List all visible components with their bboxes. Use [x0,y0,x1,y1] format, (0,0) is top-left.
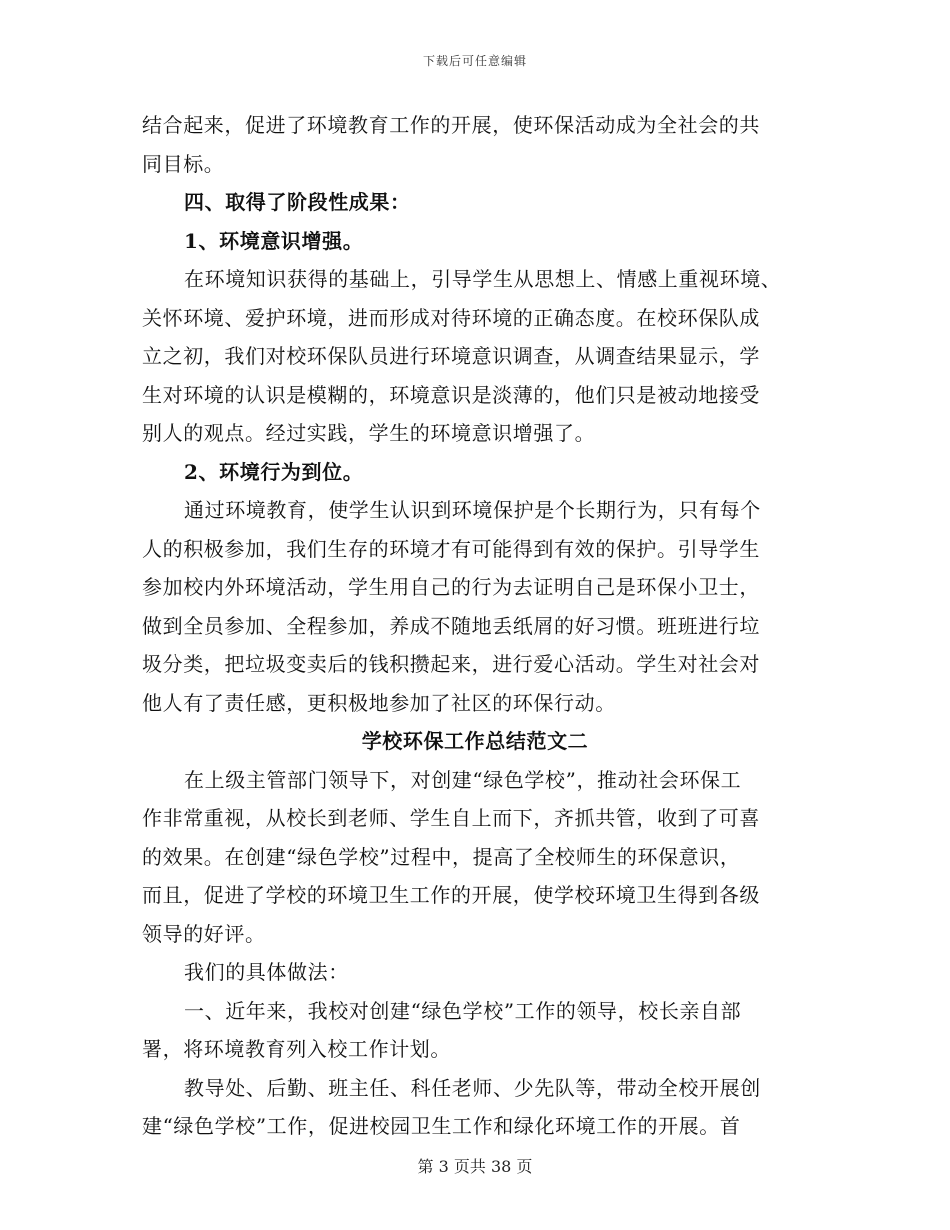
body-line: 教导处、后勤、班主任、科任老师、少先队等，带动全校开展创 [184,1075,761,1100]
body-line: 同目标。 [142,151,225,176]
body-line: 在上级主管部门领导下，对创建“绿色学校”，推动社会环保工 [184,767,742,792]
body-line: 一、近年来，我校对创建“绿色学校”工作的领导，校长亲自部 [184,998,742,1023]
body-line: 领导的好评。 [142,921,266,946]
subsection-heading: 1、环境意识增强。 [184,228,364,253]
body-line: 我们的具体做法： [184,960,349,984]
subsection-heading: 2、环境行为到位。 [184,459,364,484]
body-line: 关怀环境、爱护环境，进而形成对待环境的正确态度。在校环保队成 [142,305,760,330]
body-line: 建“绿色学校”工作，促进校园卫生工作和绿化环境工作的开展。首 [142,1114,741,1138]
body-line: 别人的观点。经过实践，学生的环境意识增强了。 [142,421,596,445]
body-line: 作非常重视，从校长到老师、学生自上而下，齐抓共管，收到了可喜 [142,806,760,830]
body-line: 人的积极参加，我们生存的环境才有可能得到有效的保护。引导学生 [142,536,760,561]
page-footer: 第 3 页共 38 页 [417,1157,533,1176]
body-line: 生对环境的认识是模糊的，环境意识是淡薄的，他们只是被动地接受 [142,382,760,407]
document-body [142,106,808,1146]
body-line: 通过环境教育，使学生认识到环境保护是个长期行为，只有每个 [184,498,761,522]
body-line: 立之初，我们对校环保队员进行环境意识调查，从调查结果显示，学 [142,344,760,368]
body-line: 圾分类，把垃圾变卖后的钱积攒起来，进行爱心活动。学生对社会对 [142,652,760,676]
body-line: 而且，促进了学校的环境卫生工作的开展，使学校环境卫生得到各级 [142,883,760,907]
article-title: 学校环保工作总结范文二 [361,729,589,753]
body-line: 参加校内外环境活动，学生用自己的行为去证明自己是环保小卫士， [142,575,760,599]
section-heading: 四、取得了阶段性成果： [184,190,411,214]
body-line: 署，将环境教育列入校工作计划。 [142,1037,451,1061]
body-line: 他人有了责任感，更积极地参加了社区的环保行动。 [142,690,616,715]
body-line: 的效果。在创建“绿色学校”过程中，提高了全校师生的环保意识， [142,844,741,869]
body-line: 结合起来，促进了环境教育工作的开展，使环保活动成为全社会的共 [142,113,760,137]
page-header: 下载后可任意编辑 [422,54,527,68]
body-line: 做到全员参加、全程参加，养成不随地丢纸屑的好习惯。班班进行垃 [142,613,760,638]
body-line: 在环境知识获得的基础上，引导学生从思想上、情感上重视环境、 [184,267,782,291]
